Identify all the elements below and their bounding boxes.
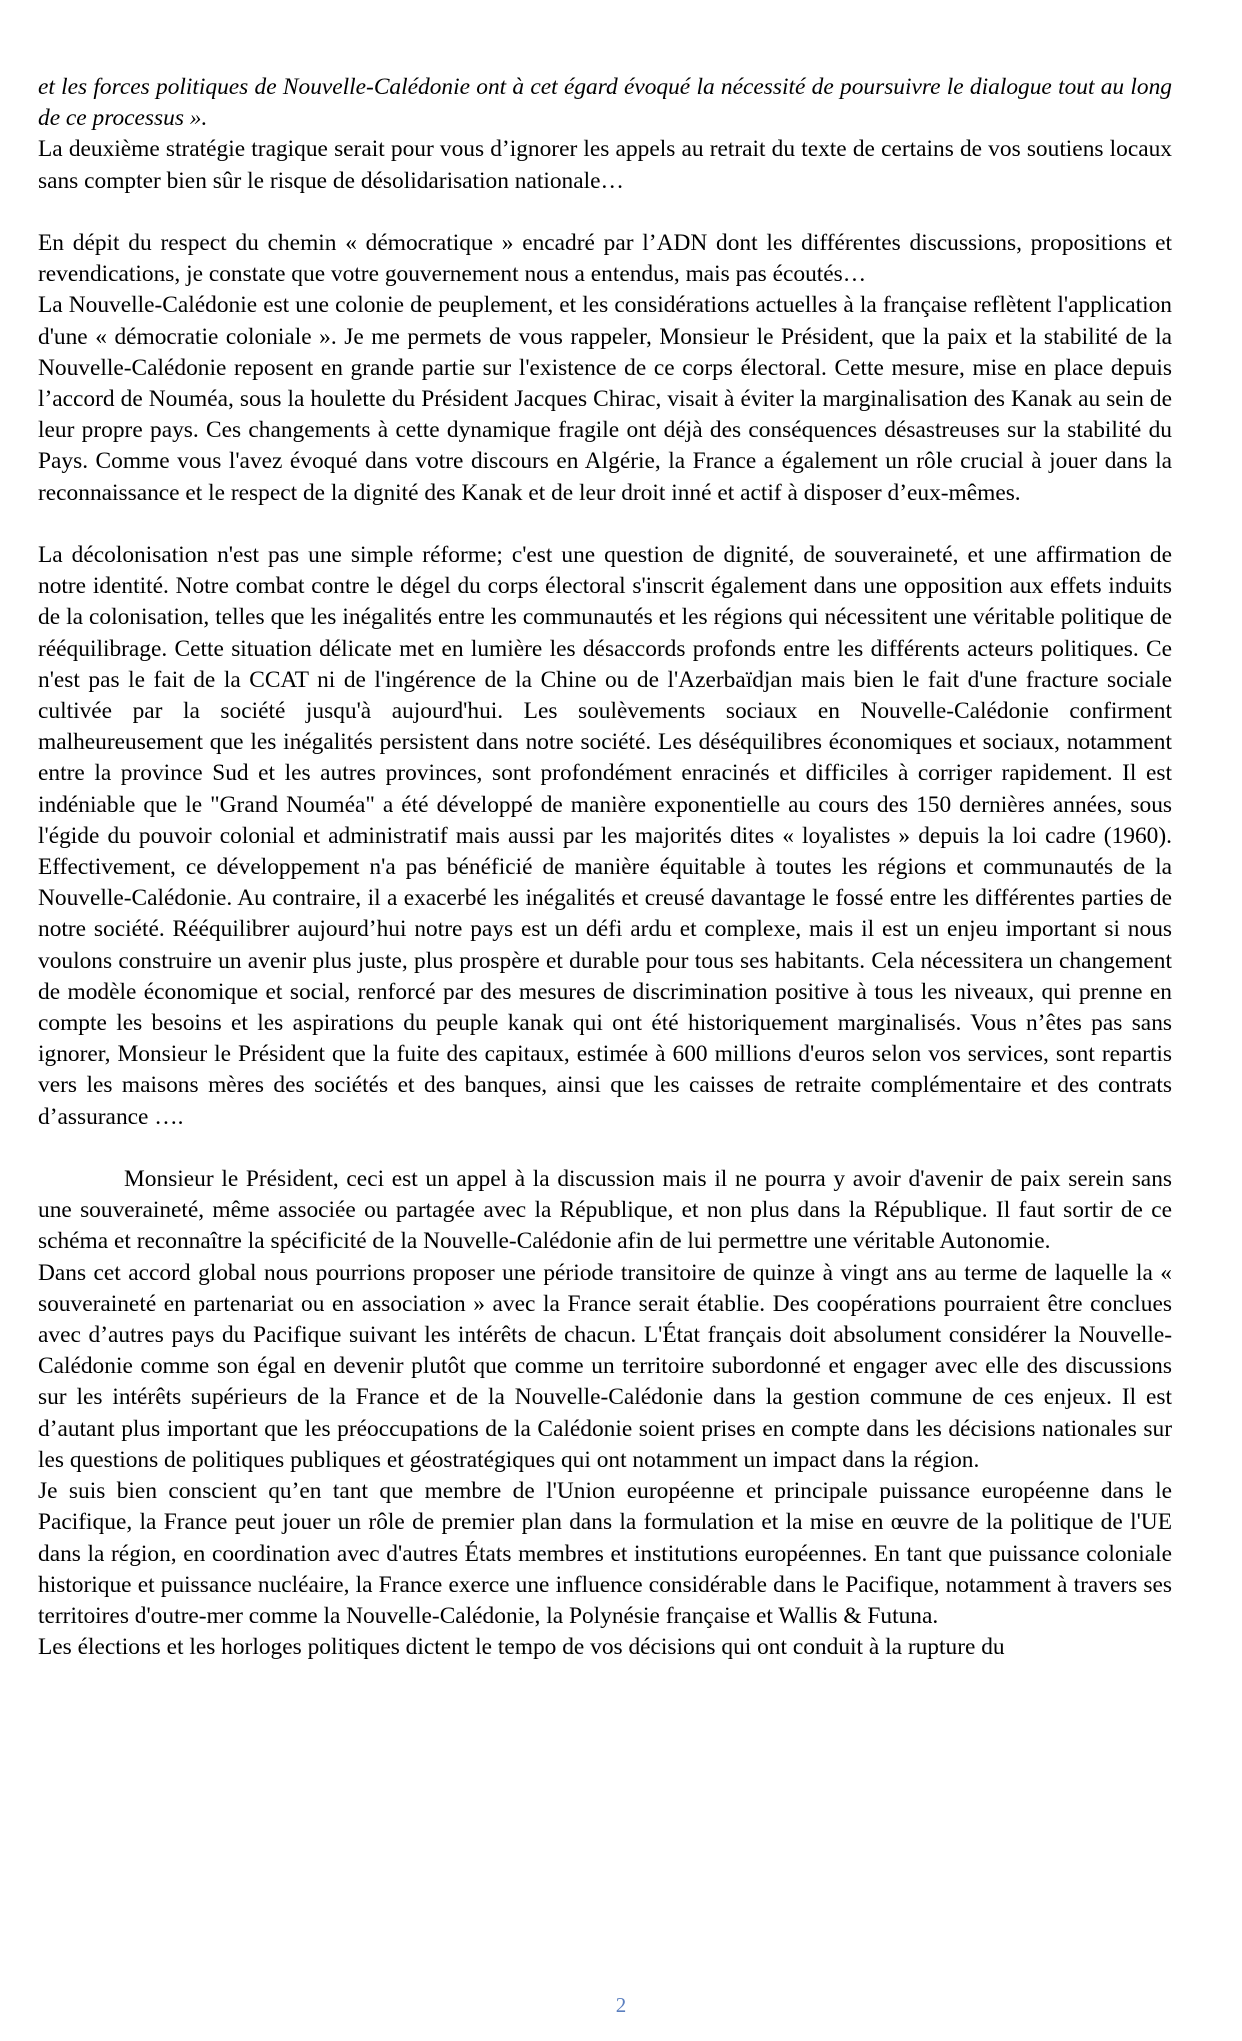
document-body bbox=[38, 72, 1172, 1663]
paragraph-spacer bbox=[38, 1133, 1172, 1164]
paragraph-decolonisation: La décolonisation n'est pas une simple réforme; c'est une question de dignité, de souveraineté, et une affirmation de notre identité. Notre combat contre le dégel du corps électoral s'inscrit également dans une opposition aux effets induits de la colonisation, telles que les inégalités entre les communautés et les régions qui nécessitent une véritable politique de rééquilibrage. Cette situation délicate met en lumière les désaccords profonds entre les différents acteurs politiques. Ce n'est pas le fait de la CCAT ni de l'ingérence de la Chine ou de l'Azerbaïdjan mais bien le fait d'une fracture sociale cultivée par la société jusqu'à aujourd'hui. Les soulèvements sociaux en Nouvelle-Calédonie confirment malheureusement que les inégalités persistent dans notre société. Les déséquilibres économiques et sociaux, notamment entre la province Sud et les autres provinces, sont profondément enracinés et difficiles à corriger rapidement. Il est indéniable que le "Grand Nouméa" a été développé de manière exponentielle au cours des 150 dernières années, sous l'égide du pouvoir colonial et administratif mais aussi par les majorités dites « loyalistes » depuis la loi cadre (1960). Effectivement, ce développement n'a pas bénéficié de manière équitable à toutes les régions et communautés de la Nouvelle-Calédonie. Au contraire, il a exacerbé les inégalités et creusé davantage le fossé entre les différentes parties de notre société. Rééquilibrer aujourd’hui notre pays est un défi ardu et complexe, mais il est un enjeu important si nous voulons construire un avenir plus juste, plus prospère et durable pour tous ses habitants. Cela nécessitera un changement de modèle économique et social, renforcé par des mesures de discrimination positive à tous les niveaux, qui prenne en compte les besoins et les aspirations du peuple kanak qui ont été historiquement marginalisés. Vous n’êtes pas sans ignorer, Monsieur le Président que la fuite des capitaux, estimée à 600 millions d'euros selon vos services, sont repartis vers les maisons mères des sociétés et des banques, ainsi que les caisses de retraite complémentaire et des contrats d’assurance …. bbox=[38, 542, 1172, 1130]
paragraph-democratic-path: En dépit du respect du chemin « démocratique » encadré par l’ADN dont les différentes discussions, propositions et revendications, je constate que votre gouvernement nous a entendus, mais pas écoutés… bbox=[38, 230, 1172, 288]
paragraph-global-agreement: Dans cet accord global nous pourrions proposer une période transitoire de quinze à vingt ans au terme de laquelle la « souveraineté en partenariat ou en association » avec la France serait établie. Des coopérations pourraient être conclues avec d’autres pays du Pacifique suivant les intérêts de chacun. L'État français doit absolument considérer la Nouvelle-Calédonie comme son égal en devenir plutôt que comme un territoire subordonné et engager avec elle des discussions sur les intérêts supérieurs de la France et de la Nouvelle-Calédonie dans la gestion commune de ces enjeux. Il est d’autant plus important que les préoccupations de la Calédonie soient prises en compte dans les décisions nationales sur les questions de politiques publiques et géostratégiques qui ont notamment un impact dans la région. bbox=[38, 1259, 1172, 1473]
paragraph-elections: Les élections et les horloges politiques dictent le tempo de vos décisions qui ont conduit à la rupture du bbox=[38, 1634, 1005, 1661]
paragraph-settler-colony: La Nouvelle-Calédonie est une colonie de peuplement, et les considérations actuelles à la française reflètent l'application d'une « démocratie coloniale ». Je me permets de vous rappeler, Monsieur le Président, que la paix et la stabilité de la Nouvelle-Calédonie reposent en grande partie sur l'existence de ce corps électoral. Cette mesure, mise en place depuis l’accord de Nouméa, sous la houlette du Président Jacques Chirac, visait à éviter la marginalisation des Kanak au sein de leur propre pays. Ces changements à cette dynamique fragile ont déjà des conséquences désastreuses sur la stabilité du Pays. Comme vous l'avez évoqué dans votre discours en Algérie, la France a également un rôle crucial à jouer dans la reconnaissance et le respect de la dignité des Kanak et de leur droit inné et actif à disposer d’eux-mêmes. bbox=[38, 292, 1172, 506]
paragraph-spacer bbox=[38, 509, 1172, 540]
paragraph-quote-end: et les forces politiques de Nouvelle-Calédonie ont à cet égard évoqué la nécessité de poursuivre le dialogue tout au long de ce processus ». bbox=[38, 74, 1172, 132]
paragraph-second-strategy: La deuxième stratégie tragique serait pour vous d’ignorer les appels au retrait du texte de certains de vos soutiens locaux sans compter bien sûr le risque de désolidarisation nationale… bbox=[38, 136, 1172, 194]
paragraph-spacer bbox=[38, 197, 1172, 228]
paragraph-european-union: Je suis bien conscient qu’en tant que membre de l'Union européenne et principale puissance européenne dans le Pacifique, la France peut jouer un rôle de premier plan dans la formulation et la mise en œuvre de la politique de l'UE dans la région, en coordination avec d'autres États membres et institutions européennes. En tant que puissance coloniale historique et puissance nucléaire, la France exerce une influence considérable dans le Pacifique, notamment à travers ses territoires d'outre-mer comme la Nouvelle-Calédonie, la Polynésie française et Wallis & Futuna. bbox=[38, 1478, 1172, 1629]
paragraph-call-for-discussion: Monsieur le Président, ceci est un appel à la discussion mais il ne pourra y avoir d'avenir de paix serein sans une souveraineté, même associée ou partagée avec la République, et non plus dans la République. Il faut sortir de ce schéma et reconnaître la spécificité de la Nouvelle-Calédonie afin de lui permettre une véritable Autonomie. bbox=[38, 1166, 1172, 1255]
page-number: 2 bbox=[615, 1993, 627, 2017]
